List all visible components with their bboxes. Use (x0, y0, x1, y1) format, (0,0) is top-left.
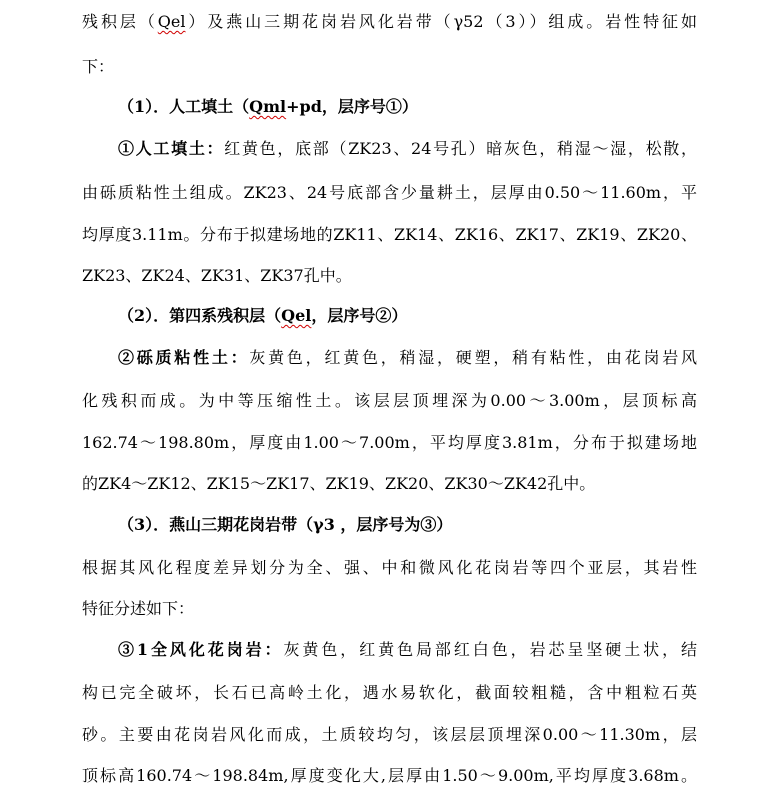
paragraph-line: 的ZK4～ZK12、ZK15～ZK17、ZK19、ZK20、ZK30～ZK42孔中。 (82, 474, 596, 493)
paragraph-line: 砂。主要由花岗岩风化而成，土质较均匀，该层层顶埋深0.00～11.30m，层 (82, 725, 697, 744)
paragraph-line (118, 138, 697, 160)
paragraph-line: 特征分述如下： (82, 599, 195, 618)
text-run: ）及燕山三期花岗岩风化岩带（γ52（3））组成。岩性特征如 (185, 12, 697, 31)
paragraph-line (118, 347, 697, 369)
layer-label: ②砾质粘性土： (118, 348, 250, 367)
layer-label: ①人工填土： (118, 139, 225, 158)
paragraph-line: 化残积而成。为中等压缩性土。该层层顶埋深为0.00～3.00m，层顶标高 (82, 391, 697, 410)
spellcheck-word: Qel (157, 12, 186, 31)
text-run: ，层序号②） (311, 306, 408, 325)
text-run: 红黄色，底部（ZK23、24号孔）暗灰色，稍湿～湿，松散， (224, 139, 697, 158)
spellcheck-word: Qml (249, 97, 287, 116)
section-heading-3: （3）．燕山三期花岗岩带（γ3 ，层序号为③） (118, 515, 453, 534)
spellcheck-word: Qel (281, 306, 312, 325)
text-run: （1）．人工填土（ (118, 97, 250, 116)
paragraph-line: 根据其风化程度差异划分为全、强、中和微风化花岗岩等四个亚层，其岩性 (82, 558, 697, 577)
paragraph-line: 均厚度3.11m。分布于拟建场地的ZK11、ZK14、ZK16、ZK17、ZK19、ZK20、 (82, 225, 697, 244)
paragraph-line: 构已完全破坏，长石已高岭土化，遇水易软化，截面较粗糙，含中粗粒石英 (82, 683, 697, 702)
layer-label: ③1全风化花岗岩： (118, 640, 284, 659)
text-run: 残积层（ (82, 12, 158, 31)
paragraph-line: ZK23、ZK24、ZK31、ZK37孔中。 (82, 266, 352, 285)
paragraph-line: 下： (82, 57, 115, 76)
paragraph-line: 162.74～198.80m，厚度由1.00～7.00m，平均厚度3.81m，分布于拟建场地 (82, 433, 697, 452)
text-run: 灰黄色，红黄色局部红白色，岩芯呈坚硬土状，结 (283, 640, 697, 659)
paragraph-line (118, 639, 697, 661)
paragraph-line (82, 11, 697, 33)
paragraph-line: 由砾质粘性土组成。ZK23、24号底部含少量耕土，层厚由0.50～11.60m，平 (82, 183, 697, 202)
paragraph-line: 顶标高160.74～198.84m,厚度变化大,层厚由1.50～9.00m,平均厚度3.68m。 (82, 766, 697, 785)
text-run: （2）．第四系残积层（ (118, 306, 282, 325)
text-run: 灰黄色，红黄色，稍湿，硬塑，稍有粘性，由花岗岩风 (249, 348, 697, 367)
text-run: +pd，层序号①） (286, 97, 418, 116)
section-heading-2 (118, 305, 697, 327)
section-heading-1 (118, 96, 697, 118)
